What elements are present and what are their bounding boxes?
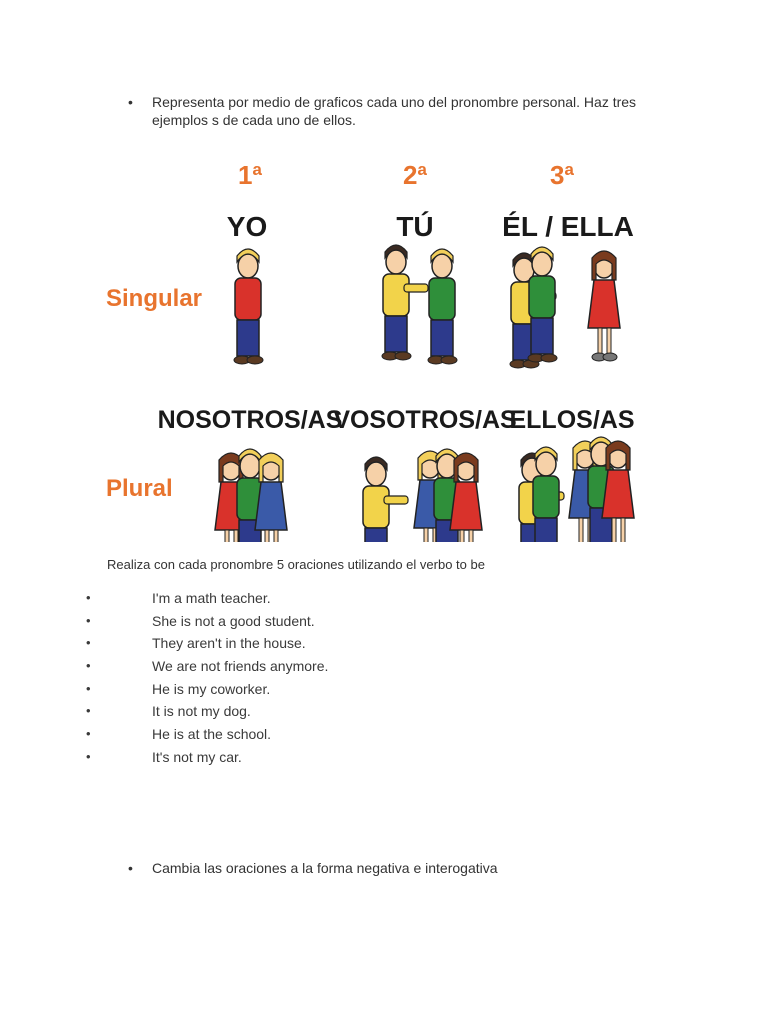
pronoun-nosotros: NOSOTROS/AS — [157, 406, 343, 434]
final-bullet — [128, 860, 498, 876]
bullet-marker: • — [128, 860, 133, 876]
sentence-text: She is not a good student. — [152, 612, 315, 629]
col-header-2: 2ª — [402, 160, 428, 190]
row-label-singular: Singular — [106, 285, 203, 312]
bullet-marker: • — [86, 658, 91, 674]
sentence-text: They aren't in the house. — [152, 635, 306, 652]
person-tu-listener — [428, 249, 457, 364]
pronoun-vosotros: VOSOTROS/AS — [333, 406, 517, 434]
person-vosotros-3 — [450, 453, 482, 542]
person-el — [528, 247, 557, 362]
sentence-text: It's not my car. — [152, 748, 242, 765]
person-nosotros-3 — [255, 453, 287, 542]
pronoun-chart-figure — [100, 150, 640, 542]
bullet-marker: • — [86, 590, 91, 605]
pronoun-el-ella: ÉL / ELLA — [502, 211, 634, 242]
pronoun-ellos: ELLOS/AS — [509, 406, 635, 434]
person-vosotros-speaker — [362, 457, 408, 542]
person-ellos-1 — [532, 447, 561, 542]
pronoun-yo: YO — [226, 211, 268, 242]
sentence-text: He is at the school. — [152, 726, 272, 743]
bullet-marker: • — [128, 94, 133, 110]
person-yo — [234, 249, 263, 364]
pronoun-tu: TÚ — [396, 211, 434, 242]
bullet-marker: • — [86, 703, 91, 719]
person-ella — [588, 251, 620, 361]
col-header-1: 1ª — [237, 160, 263, 190]
bullet-marker: • — [86, 680, 91, 696]
pronoun-illustration — [100, 150, 640, 542]
instruction-text: Realiza con cada pronombre 5 oraciones utilizando el verbo to be — [107, 557, 485, 572]
intro-text: Representa por medio de graficos cada uno del pronombre personal. Haz tres ejemplos s de cada uno de ellos. — [152, 94, 637, 128]
intro-bullet — [128, 93, 688, 129]
bullet-marker: • — [86, 635, 91, 651]
bullet-marker: • — [86, 748, 91, 764]
row-label-plural: Plural — [106, 475, 173, 502]
bullet-marker: • — [86, 726, 91, 742]
final-text: Cambia las oraciones a la forma negativa e interogativa — [152, 860, 498, 876]
person-tu-speaker — [382, 245, 428, 360]
sentence-text: We are not friends anymore. — [152, 658, 329, 675]
bullet-marker: • — [86, 612, 91, 628]
sentence-text: He is my coworker. — [152, 680, 271, 697]
col-header-3: 3ª — [549, 160, 575, 190]
sentence-text: I'm a math teacher. — [152, 590, 271, 606]
sentence-text: It is not my dog. — [152, 703, 251, 720]
